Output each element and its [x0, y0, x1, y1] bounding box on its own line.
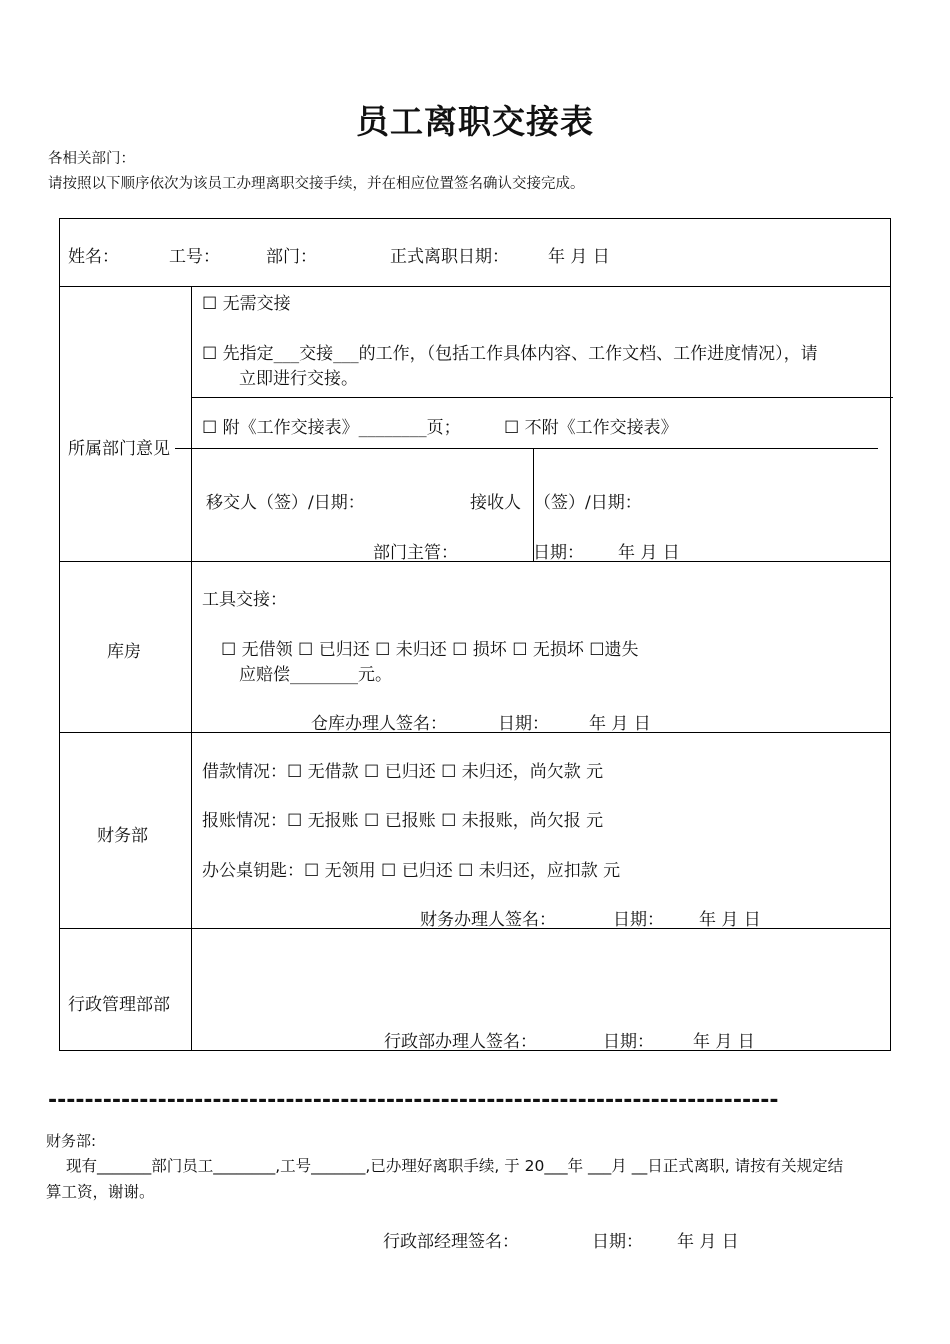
footer-body-line2: 算工资，谢谢。	[46, 1183, 155, 1201]
finance-label: 财务部	[97, 826, 148, 846]
admin-manager-signature-label: 行政部经理签名：	[383, 1232, 519, 1252]
designate-handover-checkbox[interactable]: ☐ 先指定___交接___的工作，（包括工作具体内容、工作文档、工作进度情况），请	[202, 344, 818, 364]
designate-handover-text: 立即进行交接。	[239, 369, 358, 389]
no-attach-form-checkbox[interactable]: ☐ 不附《工作交接表》	[504, 418, 678, 438]
supervisor-date-ymd: 年 月 日	[618, 543, 680, 563]
leave-date-label: 正式离职日期：	[390, 247, 509, 267]
supervisor-date-label: 日期：	[533, 543, 584, 563]
finance-date-label: 日期：	[613, 910, 664, 930]
dept-opinion-label: 所属部门意见	[68, 439, 170, 459]
admin-manager-date-label: 日期：	[592, 1232, 643, 1252]
reimbursement-status-row[interactable]: 报账情况：☐ 无报账 ☐ 已报账 ☐ 未报账，尚欠报 元	[202, 811, 604, 831]
footer-body-line1: 现有_______部门员工________,工号_______,已办理好离职手续, 于 20___年 ___月 __日正式离职, 请按有关规定结	[66, 1157, 844, 1175]
tool-handover-label: 工具交接：	[202, 590, 287, 610]
warehouse-date-ymd: 年 月 日	[589, 714, 651, 734]
no-handover-checkbox[interactable]: ☐ 无需交接	[202, 294, 291, 314]
admin-manager-date-ymd: 年 月 日	[677, 1232, 739, 1252]
leave-date-ymd: 年 月 日	[548, 247, 610, 267]
supervisor-label: 部门主管：	[373, 543, 458, 563]
finance-date-ymd: 年 月 日	[699, 910, 761, 930]
admin-dept-label: 行政管理部部	[68, 995, 170, 1015]
intro-instruction: 请按照以下顺序依次为该员工办理离职交接手续，并在相应位置签名确认交接完成。	[48, 176, 585, 192]
finance-signature-label: 财务办理人签名：	[420, 910, 556, 930]
admin-date-ymd: 年 月 日	[693, 1032, 755, 1052]
loan-status-row[interactable]: 借款情况：☐ 无借款 ☐ 已归还 ☐ 未归还，尚欠款 元	[202, 762, 604, 782]
footer-recipient: 财务部:	[46, 1132, 97, 1150]
page-title: 员工离职交接表	[356, 102, 594, 141]
warehouse-label: 库房	[107, 642, 141, 662]
name-label: 姓名：	[68, 247, 119, 267]
employee-id-label: 工号：	[169, 247, 220, 267]
desk-key-status-row[interactable]: 办公桌钥匙：☐ 无领用 ☐ 已归还 ☐ 未归还，应扣款 元	[202, 861, 621, 881]
attach-handover-form-checkbox[interactable]: ☐ 附《工作交接表》________页；	[202, 418, 461, 438]
admin-signature-label: 行政部办理人签名：	[384, 1032, 537, 1052]
transferor-signature-label: 移交人（签）/日期：	[206, 493, 365, 513]
warehouse-signature-label: 仓库办理人签名：	[311, 714, 447, 734]
warehouse-date-label: 日期：	[498, 714, 549, 734]
cut-line-separator: --------------------------------------------------------------------------------	[48, 1088, 779, 1113]
receiver-signature-label: （签）/日期：	[534, 493, 642, 513]
admin-date-label: 日期：	[603, 1032, 654, 1052]
tool-status-checkboxes[interactable]: ☐ 无借领 ☐ 已归还 ☐ 未归还 ☐ 损坏 ☐ 无损坏 ☐遗失	[221, 640, 639, 660]
receiver-label: 接收人	[470, 493, 521, 513]
department-label: 部门：	[266, 247, 317, 267]
intro-greeting: 各相关部门：	[48, 151, 135, 167]
compensation-field: 应赔偿________元。	[239, 665, 392, 685]
